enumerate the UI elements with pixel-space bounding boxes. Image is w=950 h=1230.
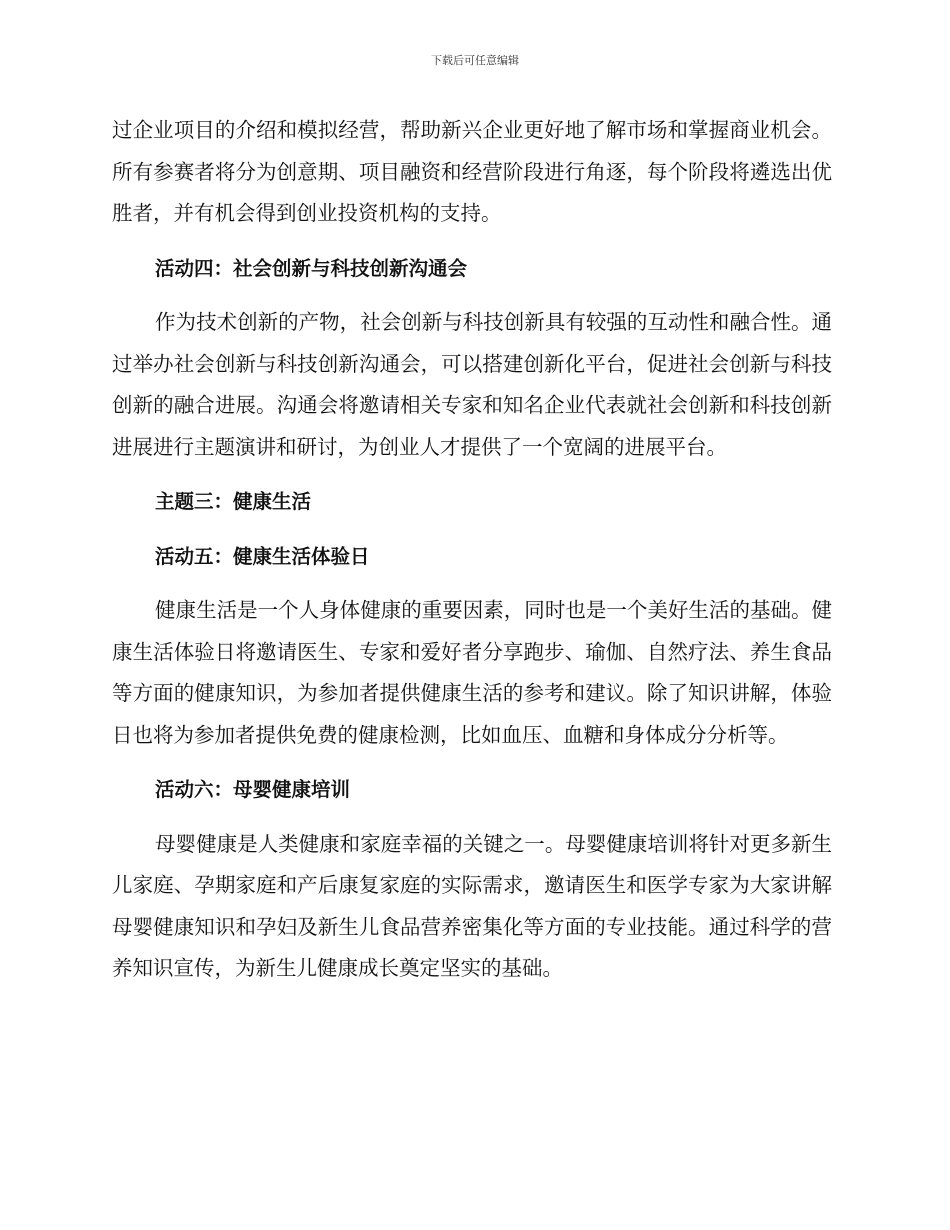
heading-theme-3: 主题三：健康生活 [155, 490, 312, 513]
paragraph-activity-6: 母婴健康是人类健康和家庭幸福的关键之一。母婴健康培训将针对更多新生儿家庭、孕期家庭和产后康复家庭的实际需求，邀请医生和医学专家为大家讲解母婴健康知识和孕妇及新生儿食品营养密集化等方面的专业技能。通过科学的营养知识宣传，为新生儿健康成长奠定坚实的基础。 [112, 831, 832, 980]
heading-activity-6: 活动六：母婴健康培训 [155, 778, 351, 801]
paragraph-activity-5: 健康生活是一个人身体健康的重要因素，同时也是一个美好生活的基础。健康生活体验日将邀请医生、专家和爱好者分享跑步、瑜伽、自然疗法、养生食品等方面的健康知识，为参加者提供健康生活的参考和建议。除了知识讲解，体验日也将为参加者提供免费的健康检测，比如血压、血糖和身体成分分析等。 [112, 598, 832, 747]
paragraph-continuation: 过企业项目的介绍和模拟经营，帮助新兴企业更好地了解市场和掌握商业机会。所有参赛者将分为创意期、项目融资和经营阶段进行角逐，每个阶段将遴选出优胜者，并有机会得到创业投资机构的支持。 [112, 118, 832, 225]
heading-activity-4: 活动四：社会创新与科技创新沟通会 [155, 256, 468, 280]
paragraph-activity-4: 作为技术创新的产物，社会创新与科技创新具有较强的互动性和融合性。通过举办社会创新与科技创新沟通会，可以搭建创新化平台，促进社会创新与科技创新的融合进展。沟通会将邀请相关专家和知名企业代表就社会创新和科技创新进展进行主题演讲和研讨，为创业人才提供了一个宽阔的进展平台。 [112, 310, 832, 459]
heading-activity-5: 活动五：健康生活体验日 [155, 544, 370, 568]
page-header: 下载后可任意编辑 [431, 54, 519, 67]
document-body [112, 110, 832, 990]
